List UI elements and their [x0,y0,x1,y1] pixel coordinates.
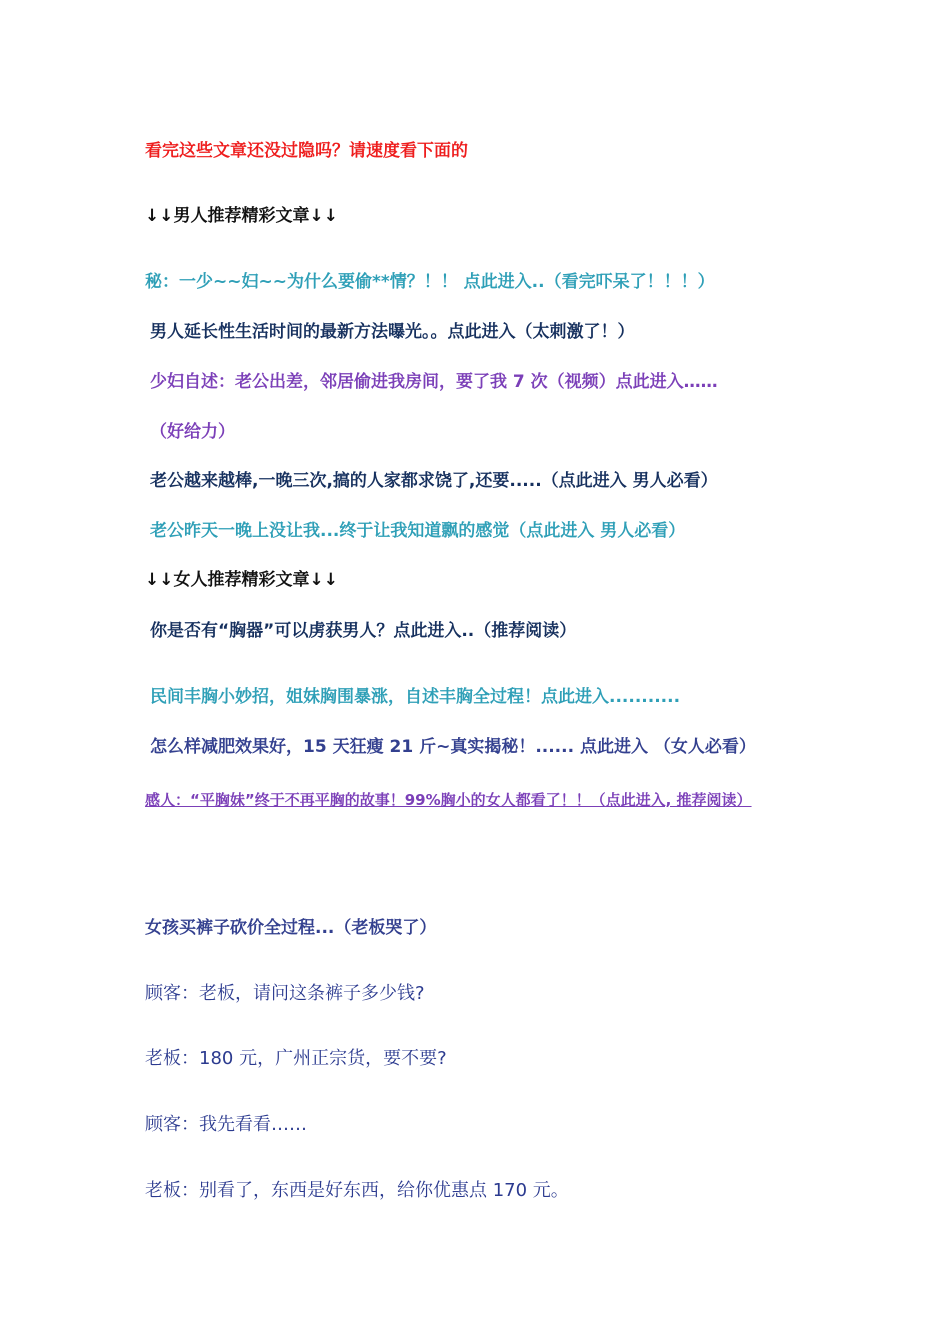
men-article-link-1[interactable]: 秘：一少~~妇~~为什么要偷**情？！！ 点此进入..（看完吓呆了！！！） [145,272,715,292]
story-title: 女孩买裤子砍价全过程...（老板哭了） [145,918,437,938]
women-article-link-1[interactable]: 你是否有“胸器”可以虏获男人？点此进入..（推荐阅读） [150,621,577,641]
women-article-link-2[interactable]: 民间丰胸小妙招，姐妹胸围暴涨，自述丰胸全过程！点此进入........... [150,687,681,707]
men-article-link-3-suffix[interactable]: （好给力） [150,422,235,442]
women-article-link-3[interactable]: 怎么样减肥效果好，15 天狂瘦 21 斤~真实揭秘！...... 点此进入 （女人必看） [150,737,756,757]
men-section-heading: ↓↓男人推荐精彩文章↓↓ [145,206,338,226]
men-article-link-2[interactable]: 男人延长性生活时间的最新方法曝光。。点此进入（太刺激了！） [150,322,635,342]
story-line: 顾客：老板，请问这条裤子多少钱? [145,983,425,1004]
men-article-link-4[interactable]: 老公越来越棒,一晚三次,搞的人家都求饶了,还要.....（点此进入 男人必看） [150,471,718,491]
story-line: 顾客：我先看看…… [145,1114,307,1135]
men-article-link-3[interactable]: 少妇自述：老公出差，邻居偷进我房间，要了我 7 次（视频）点此进入…… [150,372,718,392]
women-article-link-4[interactable]: 感人：“平胸妹”终于不再平胸的故事！99%胸小的女人都看了！！（点此进入, 推荐阅读） [145,791,752,809]
women-section-heading: ↓↓女人推荐精彩文章↓↓ [145,570,338,590]
page-header: 看完这些文章还没过隐吗？请速度看下面的 [145,141,468,161]
men-article-link-5[interactable]: 老公昨天一晚上没让我...终于让我知道飘的感觉（点此进入 男人必看） [150,521,686,541]
story-line: 老板：别看了，东西是好东西，给你优惠点 170 元。 [145,1180,569,1201]
story-line: 老板：180 元，广州正宗货，要不要? [145,1048,447,1069]
